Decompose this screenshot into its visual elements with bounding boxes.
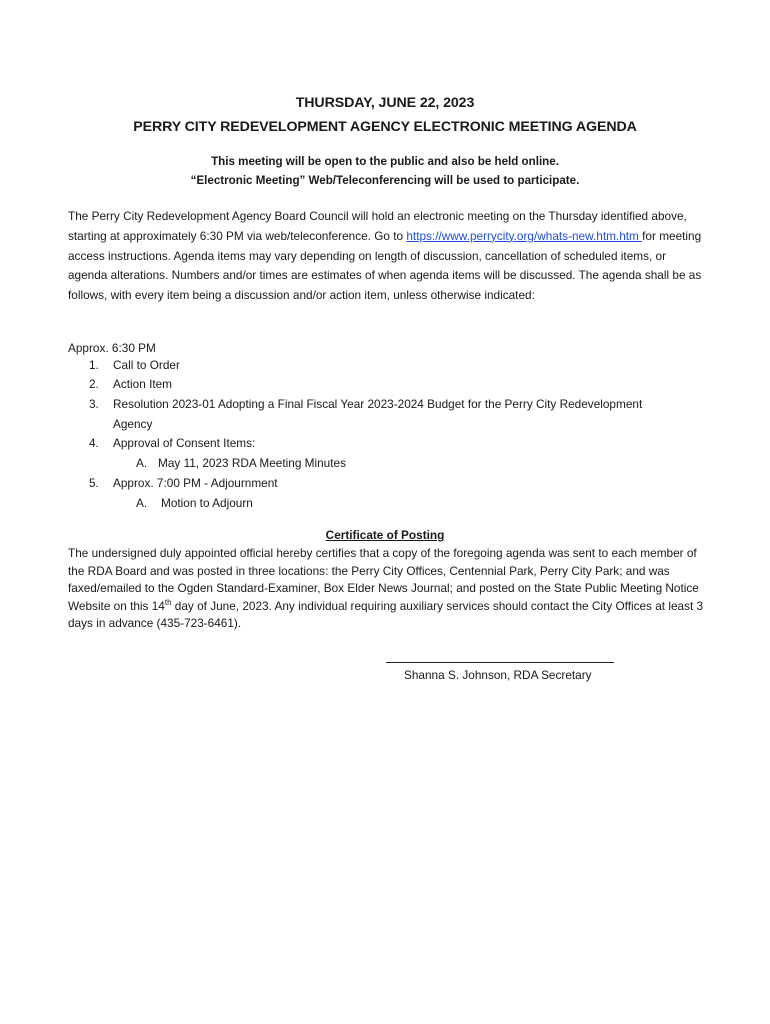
sub-item-minutes: May 11, 2023 RDA Meeting Minutes bbox=[158, 456, 346, 470]
intro-text-end: for meeting access instructions. Agenda items may vary depending on length of discussion, cancellation of scheduled items, or agenda alterations. Numbers and/or times are estimates of when agenda items will be discussed. The agenda shall be as follows, with every item being a discussion and/or action item, unless otherwise indicated: bbox=[68, 228, 702, 303]
sub-item-motion-adjourn: Motion to Adjourn bbox=[161, 496, 253, 510]
certificate-text-end: day of June, 2023. Any individual requiring auxiliary services should contact the City Offices at least 3 days in advance (435-723-6461). bbox=[68, 598, 704, 631]
agenda-item-resolution: Resolution 2023-01 Adopting a Final Fiscal Year 2023-2024 Budget for the Perry City Redevelopment bbox=[113, 397, 643, 411]
public-notice-line: This meeting will be open to the public and also be held online. bbox=[211, 155, 559, 168]
agenda-item-adjournment: Approx. 7:00 PM - Adjournment bbox=[113, 476, 278, 490]
agenda-item-number: 2. bbox=[89, 377, 99, 391]
intro-text-start: The Perry City Redevelopment Agency Board Council will hold an electronic meeting on the Thursday identified above, starting at approximately 6:30 PM via web/teleconference. Go to bbox=[68, 209, 687, 243]
certificate-text-start: The undersigned duly appointed official hereby certifies that a copy of the foregoing agenda was sent to each member of the RDA Board and was posted in three locations: the Perry City Offices, Centennial Park, Perry City Park; and was faxed/emailed to the Ogden Standard-Examiner, Box Elder News Journal; and posted on the State Public Meeting Notice Website on this 14 bbox=[68, 546, 699, 613]
agenda-start-time: Approx. 6:30 PM bbox=[68, 341, 156, 355]
meeting-instructions-link[interactable]: https://www.perrycity.org/whats-new.htm.htm bbox=[406, 228, 643, 243]
ordinal-suffix: th bbox=[164, 597, 172, 607]
signature-name: Shanna S. Johnson, RDA Secretary bbox=[404, 668, 592, 682]
agenda-item-call-to-order: Call to Order bbox=[113, 358, 180, 372]
agenda-item-number: 4. bbox=[89, 436, 99, 450]
agenda-item-resolution-cont: Agency bbox=[113, 417, 153, 431]
electronic-meeting-line: “Electronic Meeting” Web/Teleconferencing will be used to participate. bbox=[190, 174, 580, 187]
sub-item-letter: A. bbox=[136, 456, 148, 470]
meeting-date: THURSDAY, JUNE 22, 2023 bbox=[295, 95, 475, 111]
agenda-item-number: 3. bbox=[89, 397, 99, 411]
signature-line bbox=[386, 662, 614, 663]
certificate-body bbox=[68, 545, 708, 633]
agenda-title: PERRY CITY REDEVELOPMENT AGENCY ELECTRONIC MEETING AGENDA bbox=[133, 119, 637, 135]
sub-item-letter: A. bbox=[136, 496, 148, 510]
intro-paragraph bbox=[68, 207, 708, 306]
agenda-item-consent: Approval of Consent Items: bbox=[113, 436, 256, 450]
agenda-item-number: 5. bbox=[89, 476, 99, 490]
certificate-title: Certificate of Posting bbox=[325, 528, 445, 542]
agenda-item-action: Action Item bbox=[113, 377, 173, 391]
agenda-item-number: 1. bbox=[89, 358, 99, 372]
